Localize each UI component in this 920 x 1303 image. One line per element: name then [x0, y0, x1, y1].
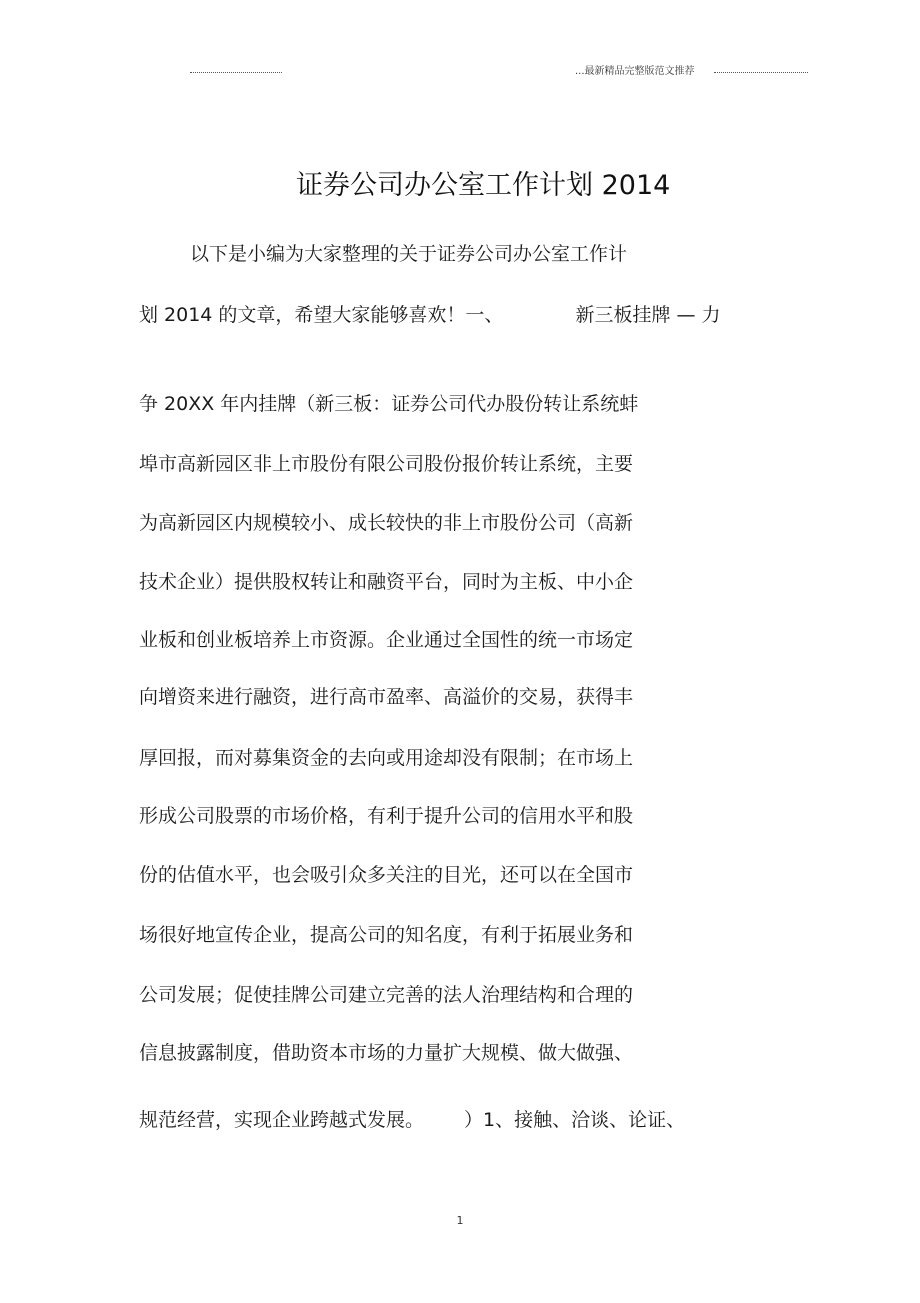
page-number: 1 [456, 1214, 464, 1227]
paragraph-line-segment: 规范经营，实现企业跨越式发展。 [139, 1109, 425, 1131]
paragraph-line: 技术企业）提供股权转让和融资平台，同时为主板、中小企 [139, 571, 634, 593]
paragraph-line-segment: ）1、接触、洽谈、论证、 [464, 1109, 686, 1131]
paragraph-line: 公司发展；促使挂牌公司建立完善的法人治理结构和合理的 [139, 984, 634, 1006]
paragraph-line: 为高新园区内规模较小、成长较快的非上市股份公司（高新 [139, 512, 634, 534]
page-header [190, 64, 695, 80]
paragraph-line-segment: 新三板挂牌 — 力 [575, 304, 721, 326]
header-text: ...最新精品完整版范文推荐 [575, 66, 695, 77]
paragraph-line: 埠市高新园区非上市股份有限公司股份报价转让系统，主要 [139, 453, 634, 475]
paragraph-line: 业板和创业板培养上市资源。企业通过全国性的统一市场定 [139, 629, 634, 651]
paragraph-line: 向增资来进行融资，进行高市盈率、高溢价的交易，获得丰 [139, 686, 634, 708]
header-dotted-rule-left [190, 72, 282, 73]
paragraph-line [139, 1107, 685, 1133]
paragraph-line: 信息披露制度，借助资本市场的力量扩大规模、做大做强、 [139, 1042, 634, 1064]
paragraph-line: 形成公司股票的市场价格，有利于提升公司的信用水平和股 [139, 805, 634, 827]
paragraph-line: 厚回报，而对募集资金的去向或用途却没有限制；在市场上 [139, 747, 634, 769]
paragraph-line: 以下是小编为大家整理的关于证券公司办公室工作计 [190, 243, 628, 265]
paragraph-line: 场很好地宣传企业，提高公司的知名度，有利于拓展业务和 [139, 924, 634, 946]
header-dotted-rule-right [714, 72, 808, 73]
paragraph-line [139, 302, 721, 328]
paragraph-line: 份的估值水平，也会吸引众多关注的目光，还可以在全国市 [139, 864, 634, 886]
document-title: 证券公司办公室工作计划 2014 [296, 170, 671, 201]
paragraph-line: 争 20XX 年内挂牌（新三板：证券公司代办股份转让系统蚌 [139, 393, 639, 415]
paragraph-line-segment: 划 2014 的文章，希望大家能够喜欢！一、 [139, 304, 504, 326]
